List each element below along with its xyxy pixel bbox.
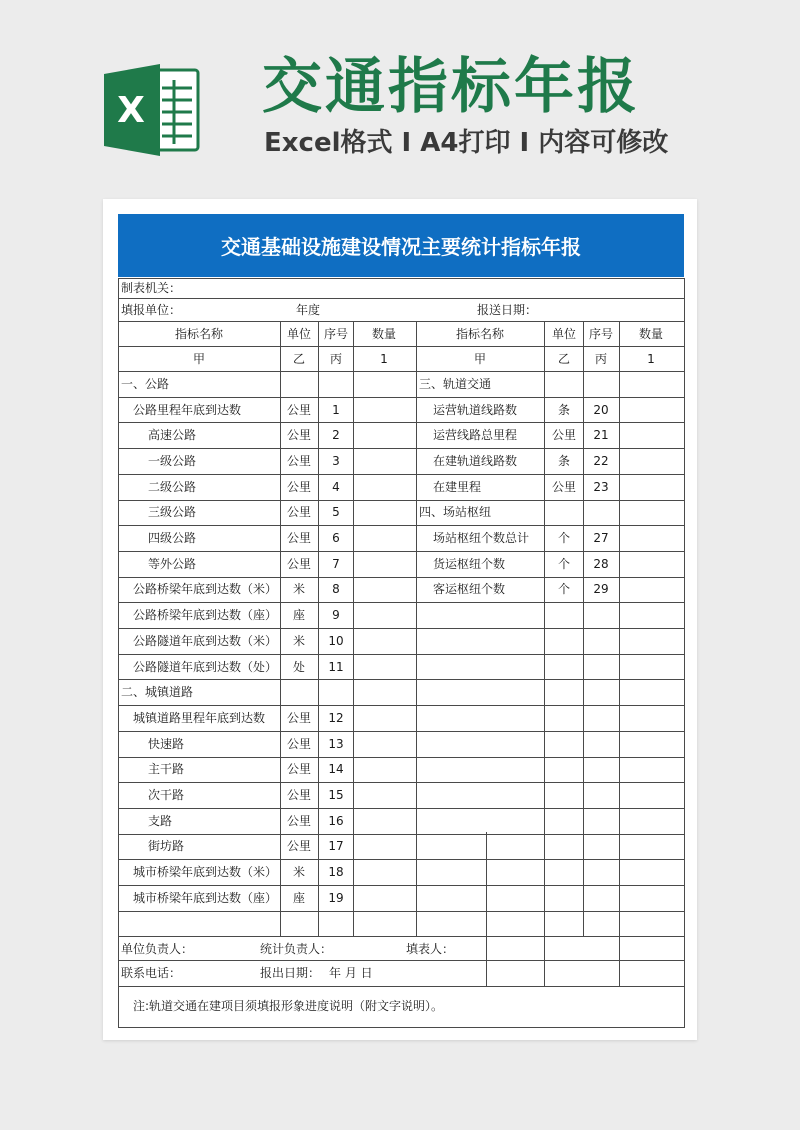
meta-unit-label: 填报单位： <box>121 303 182 317</box>
page-header <box>0 0 800 190</box>
table-row-name: 主干路 <box>148 762 185 777</box>
table-row-index: 5 <box>332 505 340 520</box>
table-row-unit: 公里 <box>286 788 312 802</box>
table-row-index: 6 <box>332 531 340 545</box>
table-row-unit: 公里 <box>551 428 577 443</box>
grid-hline <box>118 936 685 937</box>
page-title: 交通指标年报 <box>262 52 640 122</box>
table-row-unit: 个 <box>557 531 571 545</box>
table-row-index: 28 <box>593 556 609 571</box>
table-row-name: 三级公路 <box>148 505 197 520</box>
table-row-name: 街坊路 <box>148 839 185 854</box>
table-row-index: 10 <box>328 633 344 648</box>
page-subtitle: Excel格式 I A4打印 I 内容可修改 <box>264 128 669 158</box>
grid-hline <box>118 654 685 655</box>
code-row-cell: 1 <box>380 352 388 366</box>
table-row-unit: 公里 <box>286 762 312 777</box>
table-row-name: 高速公路 <box>148 428 197 443</box>
grid-hline <box>118 986 685 987</box>
table-row-unit: 个 <box>557 582 571 597</box>
table-row-unit: 公里 <box>286 736 312 751</box>
grid-hline <box>118 757 685 758</box>
grid-vline <box>280 321 281 937</box>
table-row-index: 18 <box>328 865 344 880</box>
grid-hline <box>118 602 685 603</box>
grid-hline <box>118 474 685 475</box>
grid-hline <box>118 859 685 860</box>
report-banner-title: 交通基础设施建设情况主要统计指标年报 <box>118 214 684 277</box>
table-row-index: 9 <box>332 608 340 623</box>
table-row-name: 次干路 <box>148 788 185 802</box>
table-row-name: 货运枢纽个数 <box>433 556 506 571</box>
code-row-cell: 乙 <box>292 352 306 366</box>
grid-vline <box>619 936 620 987</box>
column-header: 数量 <box>638 327 664 341</box>
table-row-index: 20 <box>593 402 609 417</box>
grid-hline <box>118 500 685 501</box>
table-row-name: 运营线路总里程 <box>433 428 518 443</box>
grid-hline <box>118 321 685 322</box>
column-header: 指标名称 <box>174 327 224 341</box>
grid-hline <box>118 782 685 783</box>
table-row-name: 四级公路 <box>148 531 197 545</box>
table-row-name: 支路 <box>148 813 173 828</box>
table-row-index: 1 <box>332 402 340 417</box>
grid-hline <box>118 731 685 732</box>
grid-vline <box>583 321 584 937</box>
grid-vline <box>118 278 119 1028</box>
table-row-index: 21 <box>593 428 609 443</box>
table-row-unit: 条 <box>557 453 571 468</box>
column-header: 单位 <box>551 327 577 341</box>
table-row-unit: 座 <box>292 890 306 905</box>
grid-hline <box>118 960 685 961</box>
table-row-index: 15 <box>328 788 344 802</box>
table-row-unit: 公里 <box>286 813 312 828</box>
table-row-name: 公路隧道年底到达数（米） <box>133 633 278 648</box>
footer-ymd: 年 月 日 <box>329 966 373 980</box>
grid-hline <box>118 1027 685 1028</box>
grid-vline <box>544 936 545 987</box>
grid-hline <box>118 298 685 299</box>
grid-hline <box>118 577 685 578</box>
grid-hline <box>118 448 685 449</box>
grid-hline <box>118 628 685 629</box>
table-row-name: 场站枢纽个数总计 <box>433 531 530 545</box>
meta-report-date-label: 报送日期： <box>477 303 538 317</box>
column-header: 序号 <box>588 327 614 341</box>
grid-hline <box>118 346 685 347</box>
grid-hline <box>118 834 685 835</box>
table-row-index: 19 <box>328 890 344 905</box>
table-row-unit: 公里 <box>286 505 312 520</box>
table-row-name: 快速路 <box>148 736 185 751</box>
table-row-unit: 公里 <box>286 556 312 571</box>
excel-logo-icon <box>102 60 202 160</box>
column-header: 序号 <box>323 327 349 341</box>
grid-vline <box>544 321 545 937</box>
table-row-name: 城市桥梁年底到达数（座） <box>133 890 278 905</box>
table-row-name: 公路里程年底到达数 <box>133 402 242 417</box>
table-row-name: 一、公路 <box>121 376 170 391</box>
table-row-unit: 处 <box>292 659 306 674</box>
table-row-unit: 公里 <box>286 710 312 725</box>
grid-vline <box>619 321 620 937</box>
table-row-index: 23 <box>593 479 609 494</box>
table-row-index: 11 <box>328 659 344 674</box>
table-row-unit: 米 <box>292 633 306 648</box>
table-row-index: 14 <box>328 762 344 777</box>
code-row-cell: 丙 <box>594 352 608 366</box>
grid-hline <box>118 911 685 912</box>
grid-vline <box>684 278 685 1028</box>
table-row-name: 三、轨道交通 <box>419 376 492 391</box>
table-row-name: 城镇道路里程年底到达数 <box>133 710 266 725</box>
table-row-name: 二级公路 <box>148 479 197 494</box>
grid-vline <box>353 321 354 937</box>
table-row-index: 4 <box>332 479 340 494</box>
code-row-cell: 乙 <box>557 352 571 366</box>
table-row-unit: 座 <box>292 608 306 623</box>
grid-vline <box>416 321 417 937</box>
table-row-index: 2 <box>332 428 340 443</box>
table-row-index: 13 <box>328 736 344 751</box>
table-row-name: 等外公路 <box>148 556 197 571</box>
table-row-name: 运营轨道线路数 <box>433 402 518 417</box>
table-row-index: 7 <box>332 556 340 571</box>
table-row-unit: 条 <box>557 402 571 417</box>
meta-year-label: 年度 <box>296 303 321 317</box>
table-row-name: 在建轨道线路数 <box>433 453 518 468</box>
code-row-cell: 1 <box>647 352 655 366</box>
table-row-index: 22 <box>593 453 609 468</box>
grid-hline <box>118 551 685 552</box>
table-row-index: 3 <box>332 453 340 468</box>
table-row-index: 8 <box>332 582 340 597</box>
table-row-index: 12 <box>328 710 344 725</box>
code-row-cell: 甲 <box>192 352 206 366</box>
table-row-name: 公路隧道年底到达数（处） <box>133 659 278 674</box>
meta-org-label: 制表机关： <box>121 281 182 295</box>
table-row-unit: 公里 <box>286 402 312 417</box>
footer-phone: 联系电话： <box>121 966 182 980</box>
table-row-index: 27 <box>593 531 609 545</box>
table-row-unit: 公里 <box>286 453 312 468</box>
footer-filler: 填表人： <box>406 942 455 956</box>
grid-vline <box>318 321 319 937</box>
table-row-unit: 米 <box>292 582 306 597</box>
report-table <box>103 199 697 1040</box>
footer-note: 注:轨道交通在建项目须填报形象进度说明（附文字说明）。 <box>133 999 444 1013</box>
table-row-unit: 公里 <box>286 479 312 494</box>
grid-hline <box>118 278 685 279</box>
table-row-name: 公路桥梁年底到达数（座） <box>133 608 278 623</box>
code-row-cell: 甲 <box>473 352 487 366</box>
code-row-cell: 丙 <box>329 352 343 366</box>
grid-hline <box>118 525 685 526</box>
table-row-index: 29 <box>593 582 609 597</box>
column-header: 数量 <box>371 327 397 341</box>
footer-stat-head: 统计负责人： <box>260 942 333 956</box>
footer-unit-head: 单位负责人： <box>121 942 194 956</box>
grid-hline <box>118 885 685 886</box>
grid-hline <box>118 808 685 809</box>
table-row-unit: 公里 <box>286 428 312 443</box>
report-sheet <box>103 199 697 1040</box>
grid-hline <box>118 705 685 706</box>
table-row-name: 一级公路 <box>148 453 197 468</box>
table-row-unit: 公里 <box>286 531 312 545</box>
grid-vline <box>486 832 487 987</box>
footer-submit-date: 报出日期： <box>260 966 321 980</box>
grid-hline <box>118 371 685 372</box>
grid-hline <box>118 422 685 423</box>
table-row-unit: 米 <box>292 865 306 880</box>
table-row-name: 二、城镇道路 <box>121 685 194 700</box>
grid-hline <box>118 679 685 680</box>
grid-hline <box>118 397 685 398</box>
table-row-name: 城市桥梁年底到达数（米） <box>133 865 278 880</box>
table-row-index: 17 <box>328 839 344 854</box>
table-row-name: 公路桥梁年底到达数（米） <box>133 582 278 597</box>
table-row-name: 在建里程 <box>433 479 482 494</box>
table-row-unit: 个 <box>557 556 571 571</box>
table-row-name: 客运枢纽个数 <box>433 582 506 597</box>
column-header: 指标名称 <box>455 327 505 341</box>
svg-text:X: X <box>117 90 145 131</box>
table-row-unit: 公里 <box>286 839 312 854</box>
table-row-name: 四、场站枢纽 <box>419 505 492 520</box>
table-row-unit: 公里 <box>551 479 577 494</box>
table-row-index: 16 <box>328 813 344 828</box>
column-header: 单位 <box>286 327 312 341</box>
